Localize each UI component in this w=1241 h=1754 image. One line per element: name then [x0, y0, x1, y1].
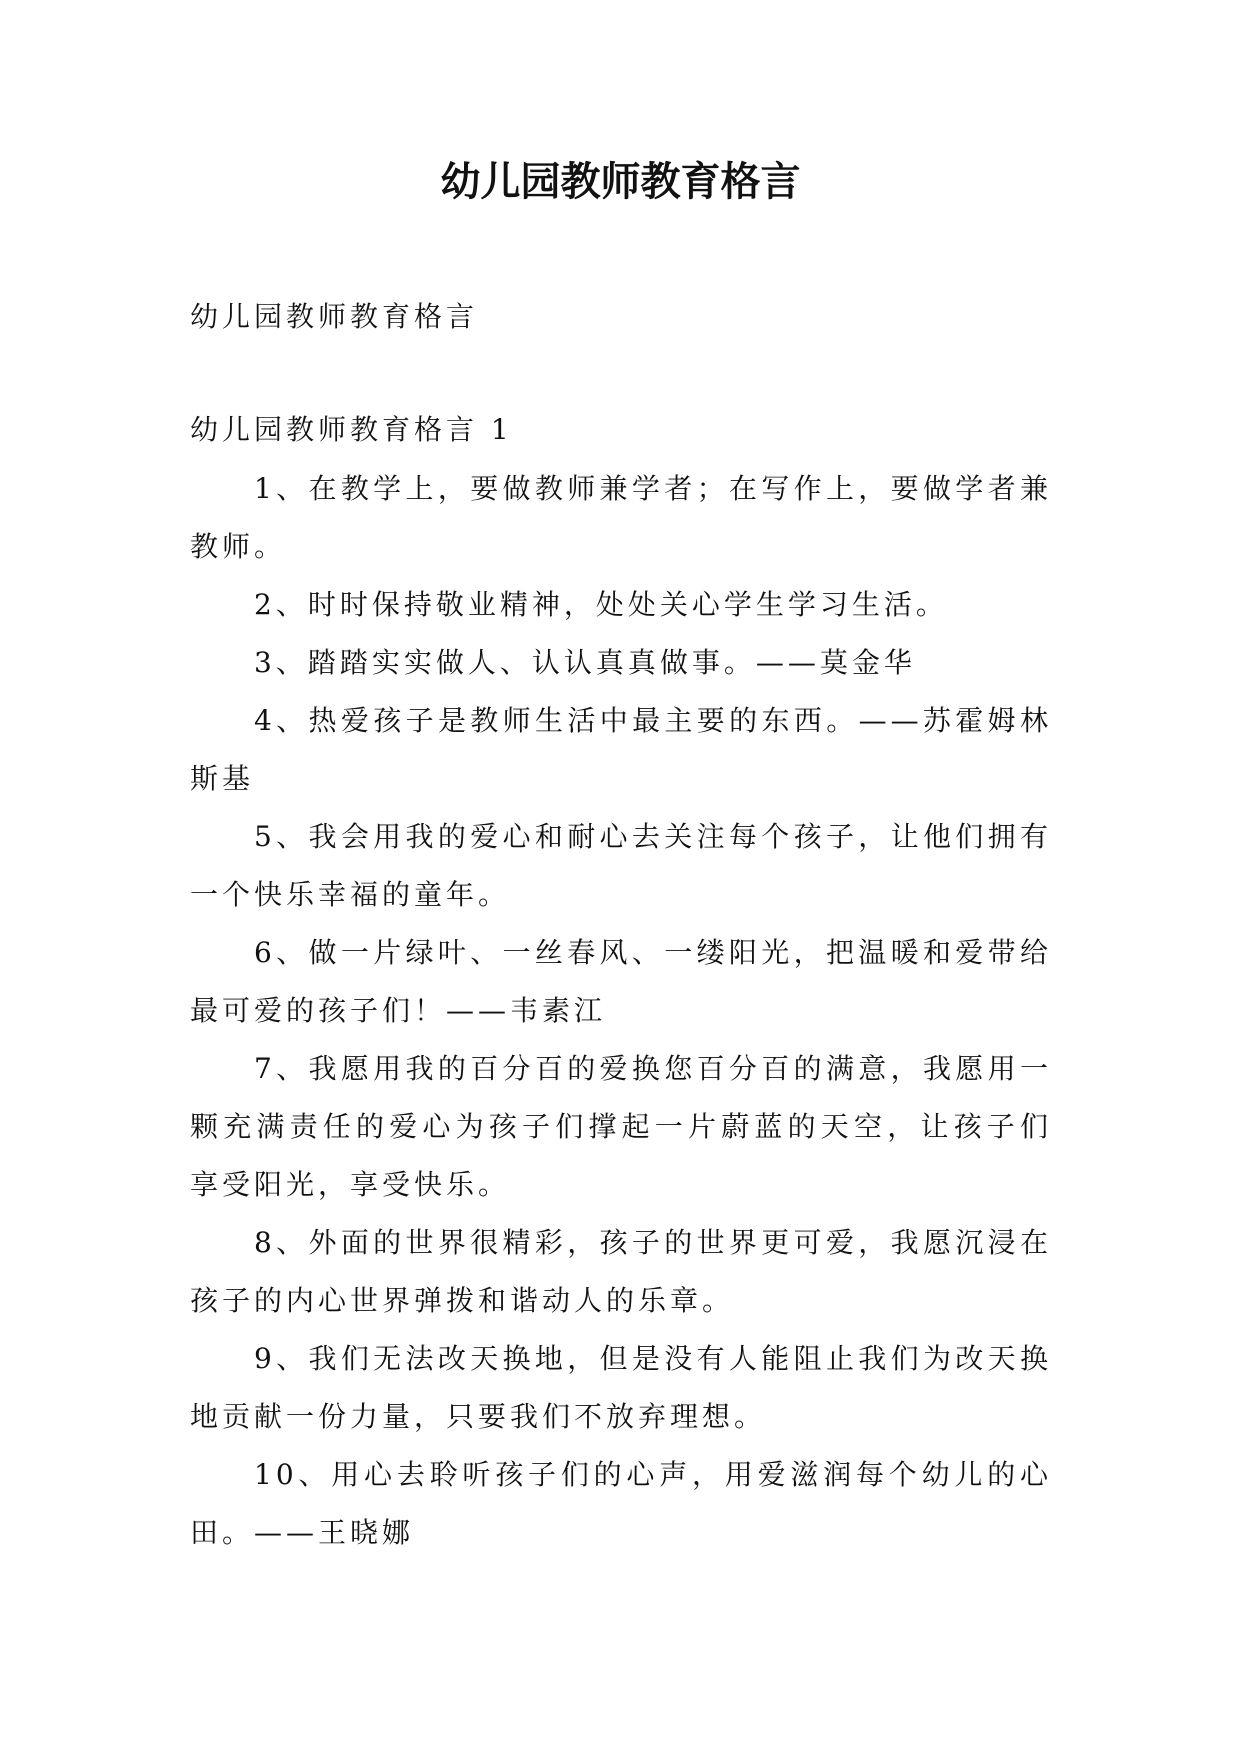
quote-item-2: 2、时时保持敬业精神，处处关心学生学习生活。: [254, 588, 948, 621]
quote-item-4: 4、热爱孩子是教师生活中最主要的东西。——苏霍姆林斯基: [190, 704, 1052, 795]
document-title: 幼儿园教师教育格言: [440, 158, 801, 205]
quote-item-9: 9、我们无法改天换地，但是没有人能阻止我们为改天换地贡献一份力量，只要我们不放弃理想。: [190, 1342, 1052, 1433]
quote-item-1: 1、在教学上，要做教师兼学者；在写作上，要做学者兼教师。: [190, 472, 1052, 563]
section-heading: 幼儿园教师教育格言 1: [190, 413, 513, 446]
quote-item-7: 7、我愿用我的百分百的爱换您百分百的满意，我愿用一颗充满责任的爱心为孩子们撑起一片蔚蓝的天空，让孩子们享受阳光，享受快乐。: [190, 1052, 1052, 1201]
quote-item-10: 10、用心去聆听孩子们的心声，用爱滋润每个幼儿的心田。——王晓娜: [190, 1458, 1052, 1549]
quote-item-3: 3、踏踏实实做人、认认真真做事。——莫金华: [254, 646, 916, 679]
quote-list: [190, 460, 1052, 1562]
document-subtitle: 幼儿园教师教育格言: [190, 300, 479, 333]
quote-item-5: 5、我会用我的爱心和耐心去关注每个孩子，让他们拥有一个快乐幸福的童年。: [190, 820, 1052, 911]
quote-item-6: 6、做一片绿叶、一丝春风、一缕阳光，把温暖和爱带给最可爱的孩子们！——韦素江: [190, 936, 1052, 1027]
quote-item-8: 8、外面的世界很精彩，孩子的世界更可爱，我愿沉浸在孩子的内心世界弹拨和谐动人的乐章。: [190, 1226, 1052, 1317]
